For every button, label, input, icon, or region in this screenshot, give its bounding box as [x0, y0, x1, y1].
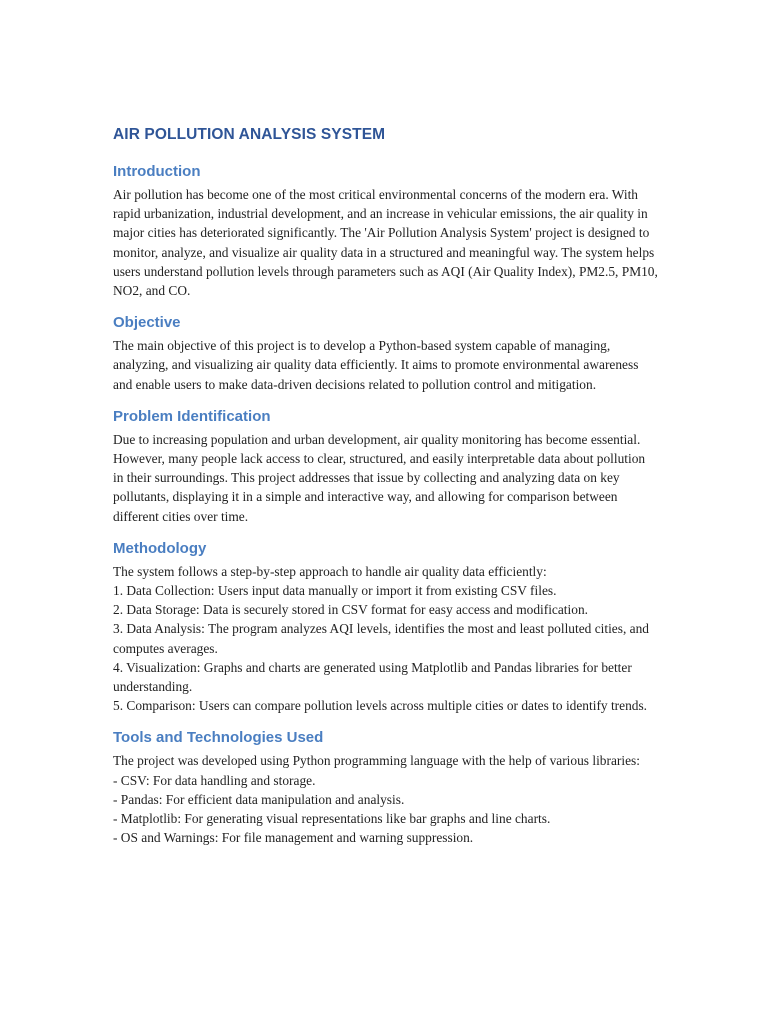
section-heading-objective: Objective [113, 314, 181, 332]
section-tools-technologies [113, 727, 658, 847]
methodology-step: 3. Data Analysis: The program analyzes AQI levels, identifies the most and least polluted cities, and computes averages. [113, 621, 649, 656]
section-objective [113, 312, 658, 394]
section-heading-introduction: Introduction [113, 163, 201, 180]
document-page [113, 124, 658, 859]
section-methodology [113, 538, 658, 716]
section-heading-problem-identification: Problem Identification [113, 407, 271, 425]
methodology-step: 1. Data Collection: Users input data manually or import it from existing CSV files. [113, 583, 557, 599]
document-title: AIR POLLUTION ANALYSIS SYSTEM [113, 126, 386, 143]
tools-item: - Matplotlib: For generating visual representations like bar graphs and line charts. [113, 811, 551, 827]
methodology-step: 2. Data Storage: Data is securely stored in CSV format for easy access and modification. [113, 602, 588, 618]
section-heading-tools-technologies: Tools and Technologies Used [113, 729, 324, 747]
methodology-step: 4. Visualization: Graphs and charts are generated using Matplotlib and Pandas libraries for better understanding. [113, 659, 632, 695]
section-body-problem-identification: Due to increasing population and urban development, air quality monitoring has become essential. However, many people lack access to clear, structured, and easily interpretable data about pollution in their surroundings. This project addresses that issue by collecting and analyzing data on key pollutants, displaying it in a simple and interactive way, and allowing for comparison between different cities over time. [113, 431, 646, 524]
methodology-intro: The system follows a step-by-step approach to handle air quality data efficiently: [113, 563, 547, 579]
tools-item: - Pandas: For efficient data manipulation and analysis. [113, 791, 405, 807]
section-heading-methodology: Methodology [113, 539, 207, 557]
tools-intro: The project was developed using Python programming language with the help of various libraries: [113, 753, 640, 769]
tools-item: - OS and Warnings: For file management and warning suppression. [113, 830, 474, 846]
section-problem-identification [113, 406, 658, 526]
section-body-objective: The main objective of this project is to develop a Python-based system capable of managing, analyzing, and visualizing air quality data efficiently. It aims to promote environmental awareness and enable users to make data-driven decisions related to pollution control and mitigation. [113, 338, 639, 392]
methodology-step: 5. Comparison: Users can compare pollution levels across multiple cities or dates to identify trends. [113, 698, 648, 714]
tools-item: - CSV: For data handling and storage. [113, 772, 316, 788]
section-body-introduction: Air pollution has become one of the most critical environmental concerns of the modern era. With rapid urbanization, industrial development, and an increase in vehicular emissions, the air quality in major cities has deteriorated significantly. The 'Air Pollution Analysis System' project is designed to monitor, analyze, and visualize air quality data in a structured and meaningful way. The system helps users understand pollution levels through parameters such as AQI (Air Quality Index), PM2.5, PM10, NO2, and CO. [113, 187, 658, 299]
section-introduction [113, 161, 658, 300]
